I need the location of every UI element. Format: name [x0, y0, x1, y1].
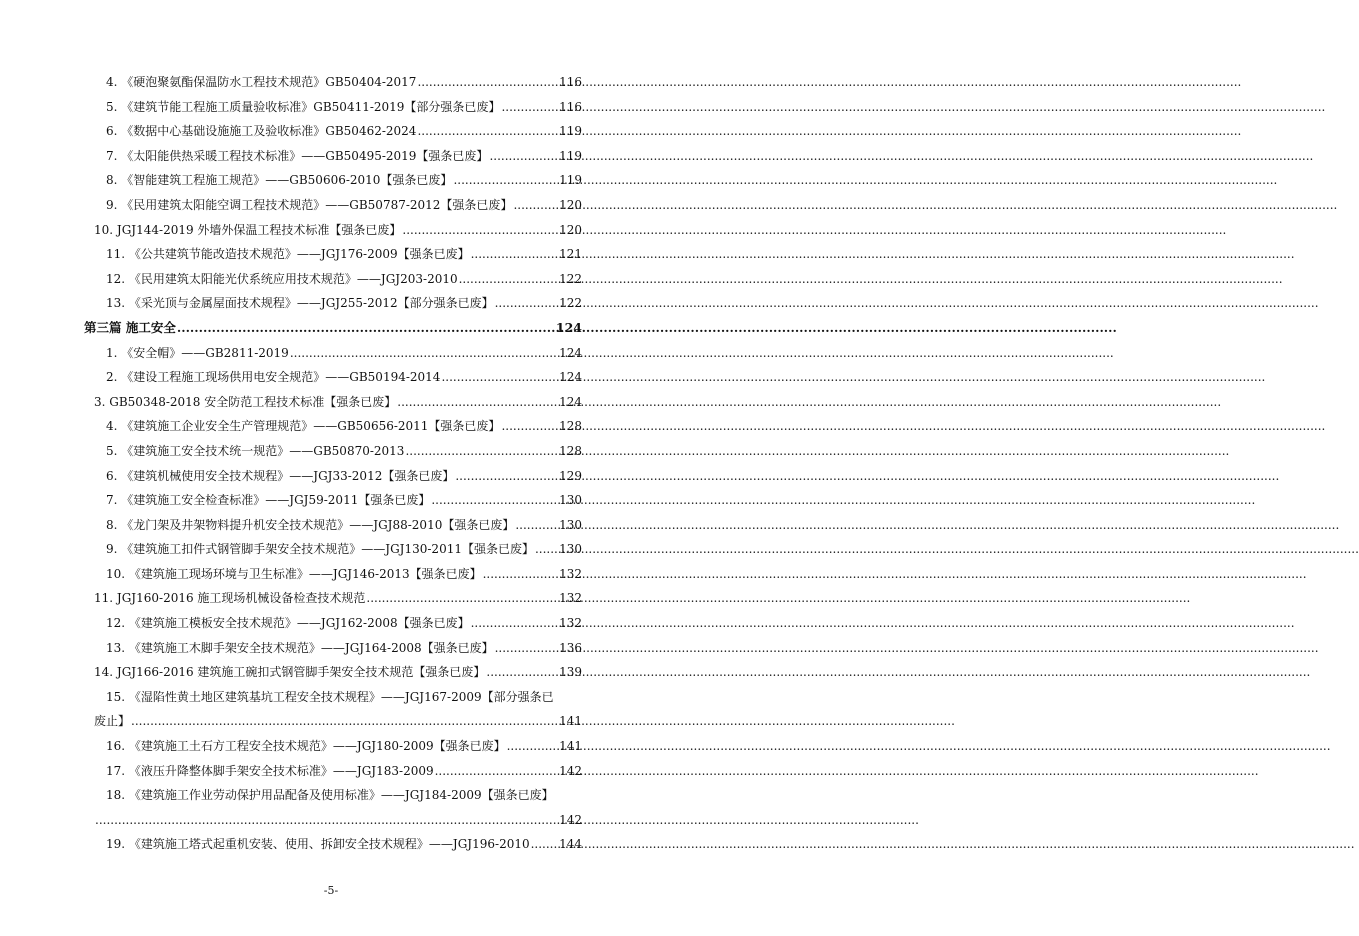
toc-entry-title: 19. 《建筑施工塔式起重机安装、使用、拆卸安全技术规程》——JGJ196-2010 [106, 837, 530, 852]
toc-entry[interactable] [84, 832, 582, 857]
toc-entry-page: 119 [559, 148, 582, 163]
leader-dots [459, 267, 558, 292]
toc-entry[interactable] [84, 513, 582, 538]
toc-entry[interactable] [84, 341, 582, 366]
toc-entry[interactable] [84, 611, 582, 636]
toc-entry[interactable] [84, 414, 582, 439]
toc-entry-page: 142 [559, 763, 582, 778]
toc-entry[interactable] [84, 365, 582, 390]
toc-entry[interactable] [84, 759, 582, 784]
leader-dots [131, 709, 558, 734]
toc-entry-page: 116 [559, 75, 582, 89]
page-number: -5- [323, 884, 339, 897]
toc-section-heading[interactable] [84, 316, 582, 341]
toc-entry-title: 6. 《建筑机械使用安全技术规程》——JGJ33-2012【强条已废】 [106, 468, 455, 483]
toc-entry-page: 136 [559, 640, 582, 655]
toc-entry[interactable] [84, 119, 582, 144]
toc-entry-title: 12. 《建筑施工模板安全技术规范》——JGJ162-2008【强条已废】 [106, 616, 470, 631]
toc-entry-page: 121 [559, 247, 582, 262]
section-title: 第三篇 施工安全 [84, 319, 176, 335]
leader-dots [455, 464, 558, 489]
toc-entry-title: 11. 《公共建筑节能改造技术规范》——JGJ176-2009【强条已废】 [106, 247, 470, 262]
toc-entry-wrapped-line1[interactable] [84, 783, 582, 808]
toc-entry-title: 11. JGJ160-2016 施工现场机械设备检查技术规范 [94, 591, 366, 606]
toc-entry-title: 15. 《湿陷性黄土地区建筑基坑工程安全技术规程》——JGJ167-2009【部分强条已 [106, 689, 554, 704]
toc-entry[interactable] [84, 439, 582, 464]
toc-entry[interactable] [84, 218, 582, 243]
toc-entry-page: 116 [559, 99, 582, 114]
toc-entry-title: 17. 《液压升降整体脚手架安全技术标准》——JGJ183-2009 [106, 763, 434, 778]
toc-entry-page: 119 [559, 124, 582, 139]
toc-entry[interactable] [84, 291, 582, 316]
toc-entry-title: 7. 《建筑施工安全检查标准》——JGJ59-2011【强条已废】 [106, 493, 431, 508]
leader-dots [489, 144, 558, 169]
toc-entry-page: 122 [559, 296, 582, 311]
leader-dots [366, 586, 558, 611]
toc-entry[interactable] [84, 144, 582, 169]
section-page: 124 [555, 319, 582, 335]
toc-entry[interactable] [84, 242, 582, 267]
toc-entry-page: 139 [559, 665, 582, 680]
leader-dots [95, 808, 558, 833]
toc-entry-title: 9. 《民用建筑太阳能空调工程技术规范》——GB50787-2012【强条已废】 [106, 197, 513, 212]
toc-entry-page: 141 [559, 714, 582, 729]
toc-entry-title: 7. 《太阳能供热采暖工程技术标准》——GB50495-2019【强条已废】 [106, 148, 489, 163]
toc-entry-page: 142 [559, 812, 582, 827]
leader-dots [453, 168, 558, 193]
toc-entry-wrapped-line2[interactable] [84, 709, 582, 734]
toc-entry-title: 4. 《硬泡聚氨酯保温防水工程技术规范》GB50404-2017 [106, 75, 417, 89]
toc-entry-page: 132 [559, 616, 582, 631]
toc-entry[interactable] [84, 586, 582, 611]
toc-entry-title: 12. 《民用建筑太阳能光伏系统应用技术规范》——JGJ203-2010 [106, 271, 458, 286]
leader-dots [501, 414, 558, 439]
leader-dots [402, 218, 558, 243]
leader-dots [177, 316, 555, 341]
toc-entry-page: 128 [559, 443, 582, 458]
toc-entry-page: 124 [559, 370, 582, 385]
leader-dots [435, 759, 558, 784]
toc-entry-title: 8. 《龙门架及井架物料提升机安全技术规范》——JGJ88-2010【强条已废】 [106, 517, 515, 532]
toc-entry-title: 10. JGJ144-2019 外墙外保温工程技术标准【强条已废】 [94, 222, 402, 237]
toc-entry-title: 13. 《采光顶与金属屋面技术规程》——JGJ255-2012【部分强条已废】 [106, 296, 494, 311]
toc-entry-page: 124 [559, 345, 582, 360]
leader-dots [513, 193, 558, 218]
toc-entry-page: 124 [559, 394, 582, 409]
toc-entry[interactable] [84, 636, 582, 661]
toc-entry-page: 132 [559, 566, 582, 581]
toc-entry[interactable] [84, 537, 582, 562]
toc-entry-page: 130 [559, 542, 582, 557]
leader-dots [535, 537, 558, 562]
toc-entry[interactable] [84, 464, 582, 489]
toc-entry-title: 13. 《建筑施工木脚手架安全技术规范》——JGJ164-2008【强条已废】 [106, 640, 494, 655]
toc-entry-page: 130 [559, 517, 582, 532]
toc-entry-title: 4. 《建筑施工企业安全生产管理规范》——GB50656-2011【强条已废】 [106, 419, 501, 434]
toc-entry-page: 144 [559, 837, 582, 852]
toc-entry-title: 10. 《建筑施工现场环境与卫生标准》——JGJ146-2013【强条已废】 [106, 566, 482, 581]
toc-entry-title: 9. 《建筑施工扣件式钢管脚手架安全技术规范》——JGJ130-2011【强条已废】 [106, 542, 534, 557]
toc-entry-title: 8. 《智能建筑工程施工规范》——GB50606-2010【强条已废】 [106, 173, 453, 188]
leader-dots [486, 660, 558, 685]
toc-entry-page: 122 [559, 271, 582, 286]
toc-entry-title: 5. 《建筑施工安全技术统一规范》——GB50870-2013 [106, 443, 405, 458]
toc-entry-wrapped-line2[interactable] [84, 808, 582, 833]
leader-dots [471, 242, 558, 267]
toc-entry-title: 3. GB50348-2018 安全防范工程技术标准【强条已废】 [94, 394, 397, 409]
toc-entry-title: 14. JGJ166-2016 建筑施工碗扣式钢管脚手架安全技术规范【强条已废】 [94, 665, 486, 680]
leader-dots [471, 611, 558, 636]
toc-entry-title-cont: 废止】 [94, 714, 131, 729]
leader-dots [417, 70, 558, 95]
toc-entry-page: 120 [559, 222, 582, 237]
toc-entry-page: 120 [559, 197, 582, 212]
toc-entry-title: 18. 《建筑施工作业劳动保护用品配备及使用标准》——JGJ184-2009【强条已废】 [106, 788, 554, 803]
toc-entry[interactable] [84, 734, 582, 759]
leader-dots [431, 488, 558, 513]
toc-entry[interactable] [84, 193, 582, 218]
toc-entry-page: 130 [559, 493, 582, 508]
toc-entry-title: 1. 《安全帽》——GB2811-2019 [106, 345, 289, 360]
leader-dots [483, 562, 558, 587]
toc-entry[interactable] [84, 70, 582, 95]
toc-entry[interactable] [84, 660, 582, 685]
toc-entry-title: 5. 《建筑节能工程施工质量验收标准》GB50411-2019【部分强条已废】 [106, 99, 501, 114]
toc-entry-wrapped-line1[interactable] [84, 685, 582, 710]
leader-dots [531, 832, 558, 857]
leader-dots [441, 365, 558, 390]
toc-entry-page: 141 [559, 739, 582, 754]
toc-entry-page: 119 [559, 173, 582, 188]
leader-dots [495, 636, 558, 661]
leader-dots [515, 513, 558, 538]
leader-dots [290, 341, 558, 366]
table-of-contents [84, 70, 582, 857]
toc-entry[interactable] [84, 95, 582, 120]
toc-entry-title: 16. 《建筑施工土石方工程安全技术规范》——JGJ180-2009【强条已废】 [106, 739, 506, 754]
leader-dots [397, 390, 558, 415]
toc-entry-page: 132 [559, 591, 582, 606]
toc-entry-page: 129 [559, 468, 582, 483]
toc-entry-title: 2. 《建设工程施工现场供用电安全规范》——GB50194-2014 [106, 370, 441, 385]
toc-entry-page: 128 [559, 419, 582, 434]
toc-entry[interactable] [84, 267, 582, 292]
toc-entry-title: 6. 《数据中心基础设施施工及验收标准》GB50462-2024 [106, 124, 417, 139]
toc-entry[interactable] [84, 168, 582, 193]
toc-entry[interactable] [84, 488, 582, 513]
leader-dots [507, 734, 558, 759]
leader-dots [417, 119, 558, 144]
leader-dots [501, 95, 558, 120]
leader-dots [405, 439, 558, 464]
toc-entry[interactable] [84, 390, 582, 415]
toc-entry[interactable] [84, 562, 582, 587]
leader-dots [495, 291, 558, 316]
